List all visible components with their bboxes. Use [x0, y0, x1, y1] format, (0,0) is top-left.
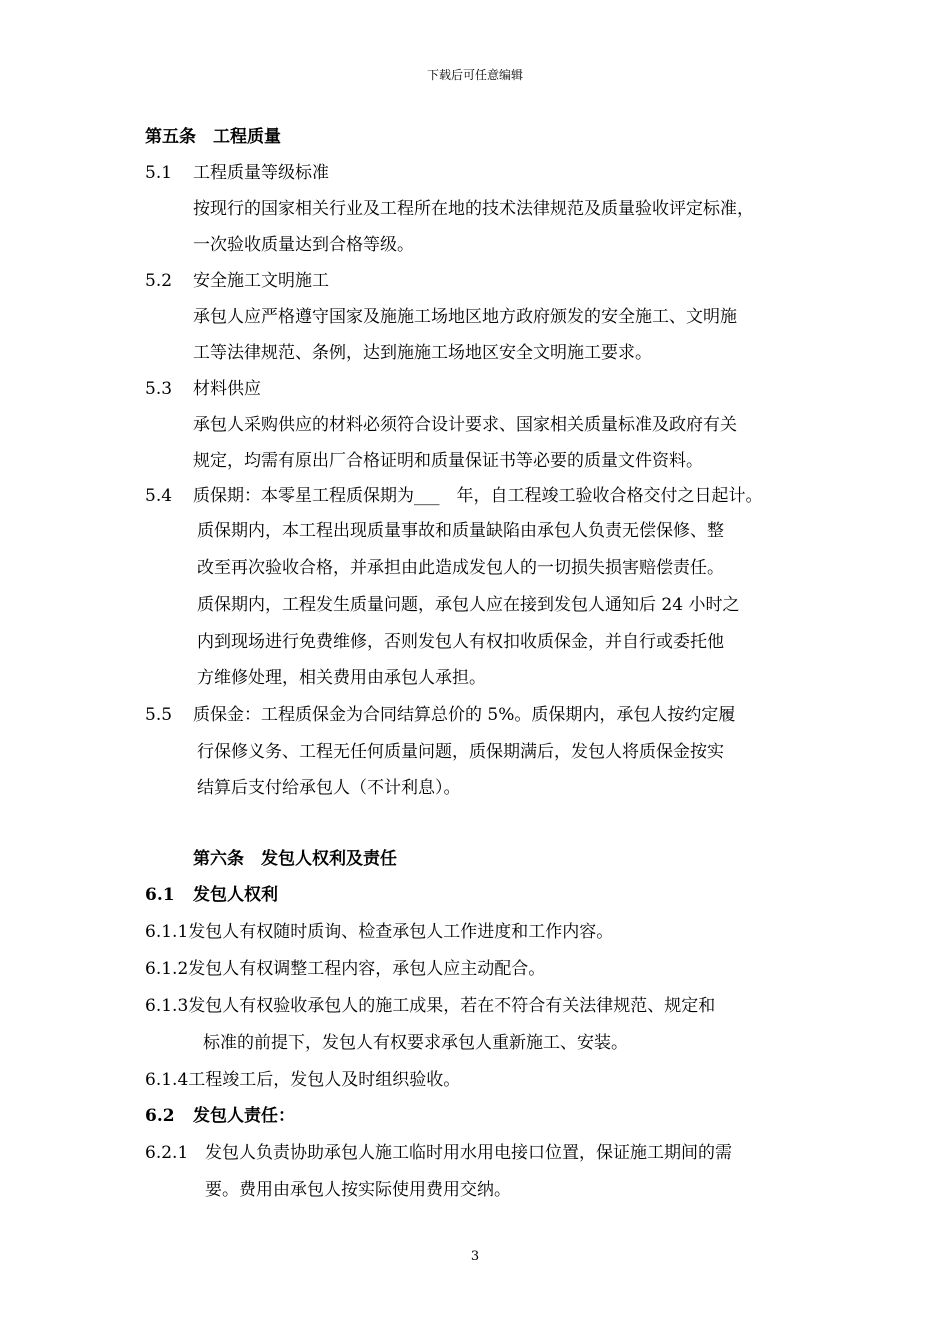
clause-heading: 材料供应	[193, 379, 261, 399]
clause-number: 6.1.2	[145, 959, 189, 979]
paragraph-line: 方维修处理，相关费用由承包人承担。	[197, 668, 486, 688]
page-number: 3	[470, 1249, 480, 1264]
clause-heading: 工程质量等级标准	[193, 163, 329, 183]
clause-5-5	[145, 704, 735, 726]
clause-number: 5.5	[145, 705, 173, 725]
clause-6-2-1	[145, 1142, 732, 1164]
clause-number: 6.1.4	[145, 1070, 189, 1090]
clause-text: 发包人有权验收承包人的施工成果，若在不符合有关法律规范、规定和	[188, 996, 716, 1016]
paragraph-line: 一次验收质量达到合格等级。	[193, 235, 414, 255]
clause-text: 发包人负责协助承包人施工临时用水用电接口位置，保证施工期间的需	[205, 1143, 732, 1163]
article-5-title: 第五条 工程质量	[145, 127, 281, 147]
paragraph-line: 按现行的国家相关行业及工程所在地的技术法律规范及质量验收评定标准，	[193, 199, 754, 219]
clause-heading: 安全施工文明施工	[193, 271, 329, 291]
clause-number: 6.1.1	[145, 922, 189, 942]
page-header: 下载后可任意编辑	[426, 68, 523, 82]
clause-6-2	[145, 1105, 295, 1127]
clause-6-1-1	[145, 921, 613, 943]
paragraph-line: 内到现场进行免费维修，否则发包人有权扣收质保金，并自行或委托他	[197, 632, 724, 652]
clause-heading: 发包人责任：	[193, 1106, 295, 1126]
paragraph-line: 工等法律规范、条例，达到施施工场地区安全文明施工要求。	[193, 343, 652, 363]
clause-number: 5.3	[145, 379, 173, 399]
clause-number: 6.2	[145, 1106, 175, 1126]
paragraph-line: 质保期内，本工程出现质量事故和质量缺陷由承包人负责无偿保修、整	[197, 521, 724, 541]
paragraph-line: 规定，均需有原出厂合格证明和质量保证书等必要的质量文件资料。	[193, 451, 703, 471]
clause-5-1	[145, 162, 329, 184]
clause-text: 质保金：工程质保金为合同结算总价的 5%。质保期内，承包人按约定履	[193, 705, 736, 725]
clause-6-1-3	[145, 995, 715, 1017]
clause-6-1-4	[145, 1069, 460, 1091]
clause-text: 质保期：本零星工程质保期为___ 年，自工程竣工验收合格交付之日起计。	[193, 486, 763, 506]
clause-6-1	[145, 884, 278, 906]
clause-number: 6.1.3	[145, 996, 189, 1016]
clause-5-4	[145, 485, 763, 507]
paragraph-line: 要。费用由承包人按实际使用费用交纳。	[205, 1180, 511, 1200]
clause-5-3	[145, 378, 261, 400]
clause-text: 发包人有权调整工程内容，承包人应主动配合。	[188, 959, 546, 979]
paragraph-line: 承包人应严格遵守国家及施施工场地区地方政府颁发的安全施工、文明施	[193, 307, 737, 327]
article-6-title: 第六条 发包人权利及责任	[193, 849, 397, 869]
paragraph-line: 承包人采购供应的材料必须符合设计要求、国家相关质量标准及政府有关	[193, 415, 737, 435]
clause-number: 6.2.1	[145, 1143, 189, 1163]
paragraph-line: 标准的前提下，发包人有权要求承包人重新施工、安装。	[203, 1033, 628, 1053]
clause-text: 发包人有权随时质询、检查承包人工作进度和工作内容。	[188, 922, 614, 942]
clause-5-2	[145, 270, 329, 292]
paragraph-line: 改至再次验收合格，并承担由此造成发包人的一切损失损害赔偿责任。	[197, 558, 724, 578]
clause-number: 5.2	[145, 271, 173, 291]
clause-number: 5.1	[145, 163, 173, 183]
clause-heading: 发包人权利	[193, 885, 278, 905]
paragraph-line: 行保修义务、工程无任何质量问题，质保期满后，发包人将质保金按实	[197, 742, 724, 762]
clause-6-1-2	[145, 958, 545, 980]
clause-number: 6.1	[145, 885, 175, 905]
clause-number: 5.4	[145, 486, 173, 506]
paragraph-line: 结算后支付给承包人（不计利息）。	[197, 778, 461, 798]
paragraph-line: 质保期内，工程发生质量问题，承包人应在接到发包人通知后 24 小时之	[197, 595, 740, 615]
clause-text: 工程竣工后，发包人及时组织验收。	[188, 1070, 461, 1090]
